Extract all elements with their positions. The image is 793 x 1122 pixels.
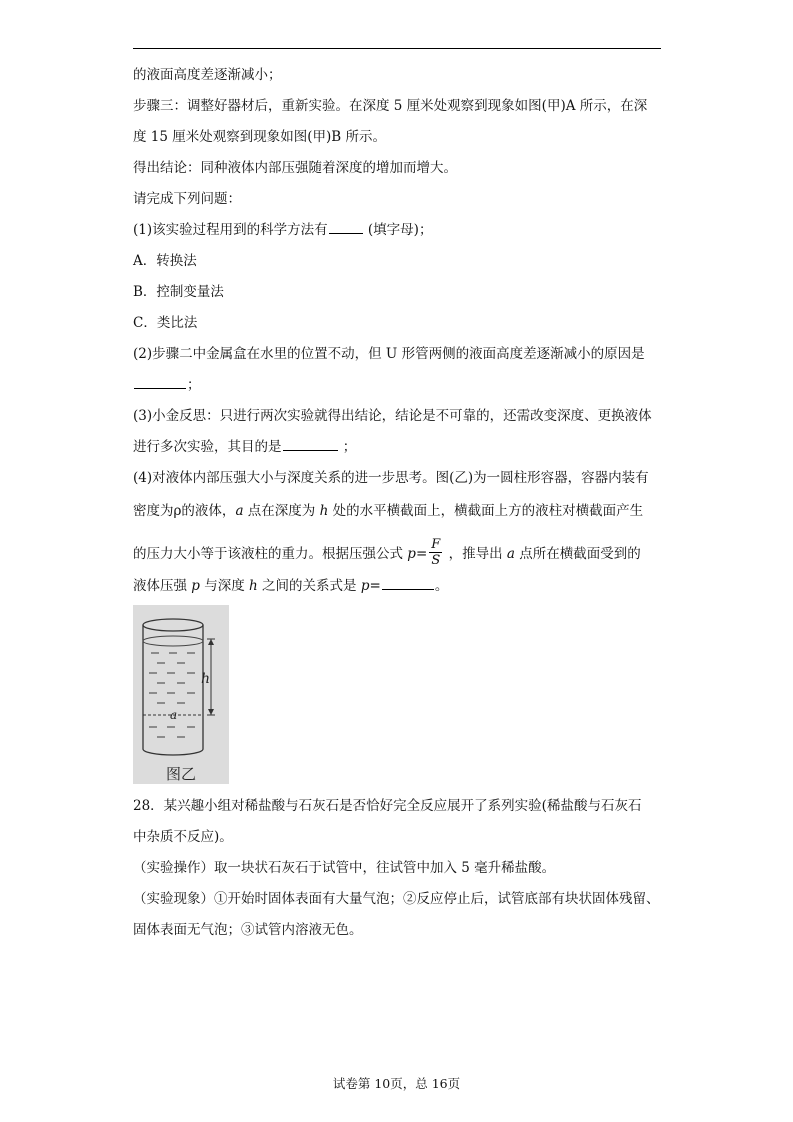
option-b: B．控制变量法 (133, 284, 224, 300)
option-c: C．类比法 (133, 315, 198, 331)
experiment-operation: （实验操作）取一块状石灰石于试管中，往试管中加入 5 毫升稀盐酸。 (133, 860, 556, 876)
var-p: p (191, 578, 200, 594)
var-p: p (360, 578, 370, 594)
cylinder-diagram (133, 605, 229, 765)
text: 点所在横截面受到的 (514, 546, 641, 562)
question-4-line3 (133, 539, 641, 570)
question-1-text: (1)该实验过程用到的科学方法有 (133, 222, 328, 238)
text: 液体压强 (133, 578, 192, 594)
var-h: h (249, 578, 258, 594)
text: 与深度 (199, 578, 250, 594)
question-2: (2)步骤二中金属盒在水里的位置不动，但 U 形管两侧的液面高度差逐渐减小的原因是 (133, 346, 645, 362)
question-3: (3)小金反思：只进行两次实验就得出结论，结论是不可靠的，还需改变深度、更换液体 (133, 408, 652, 424)
question-1-tail: (填字母)； (363, 222, 433, 238)
text: 的压力大小等于该液柱的重力。根据压强公式 (133, 546, 408, 562)
var-p: p (407, 546, 416, 562)
depth-h-label: h (201, 671, 211, 687)
pressure-formula-fraction (429, 537, 442, 568)
point-a-label: a (170, 708, 178, 722)
page-footer: 试卷第 10页，总 16页 (332, 1076, 461, 1091)
answer-blank[interactable] (283, 438, 338, 451)
instruction-line: 请完成下列问题： (133, 191, 241, 207)
var-a: a (506, 546, 515, 562)
question-28-line2: 中杂质不反应)。 (133, 829, 233, 845)
question-3-tail: ； (338, 439, 357, 455)
text: ，推导出 (444, 546, 507, 562)
text: 之间的关系式是 (257, 578, 361, 594)
experiment-phenomenon: （实验现象）①开始时固体表面有大量气泡；②反应停止后，试管底部有块状固体残留、 (133, 891, 660, 907)
question-2-tail: ； (187, 377, 201, 393)
question-2-answer (133, 376, 201, 394)
question-4-line4 (133, 577, 448, 595)
answer-blank[interactable] (329, 221, 363, 234)
text-line: 度 15 厘米处观察到现象如图(甲)B 所示。 (133, 129, 387, 145)
answer-blank[interactable] (134, 376, 186, 389)
question-3-text: 进行多次实验，其目的是 (133, 439, 282, 455)
experiment-phenomenon-cont: 固体表面无气泡；③试管内溶液无色。 (133, 922, 363, 938)
text-line: 步骤三：调整好器材后，重新实验。在深度 5 厘米处观察到现象如图(甲)A 所示，在深 (133, 98, 648, 114)
text: 处的水平横截面上，横截面上方的液柱对横截面产生 (328, 503, 644, 519)
denominator-s: S (431, 553, 441, 568)
question-1 (133, 221, 432, 239)
question-28: 28．某兴趣小组对稀盐酸与石灰石是否恰好完全反应展开了系列实验(稀盐酸与石灰石 (133, 798, 642, 814)
var-a: a (235, 503, 244, 519)
text: 密度为ρ的液体， (133, 503, 236, 519)
equals-sign: = (415, 546, 428, 562)
figure-caption: 图乙 (165, 765, 196, 783)
answer-blank[interactable] (382, 577, 434, 590)
text: 。 (434, 578, 449, 594)
option-a: A．转换法 (133, 253, 197, 269)
equals-sign: = (369, 578, 381, 594)
var-h: h (319, 503, 329, 519)
numerator-f: F (431, 537, 441, 552)
text-line: 的液面高度差逐渐减小； (133, 67, 282, 83)
question-3-line2 (133, 438, 356, 456)
question-4: (4)对液体内部压强大小与深度关系的进一步思考。图(乙)为一圆柱形容器，容器内装有 (133, 470, 649, 486)
question-4-line2 (133, 502, 643, 520)
conclusion-line: 得出结论：同种液体内部压强随着深度的增加而增大。 (133, 160, 457, 176)
header-rule (133, 48, 661, 49)
cylinder-container-figure (133, 605, 229, 784)
text: 点在深度为 (243, 503, 320, 519)
